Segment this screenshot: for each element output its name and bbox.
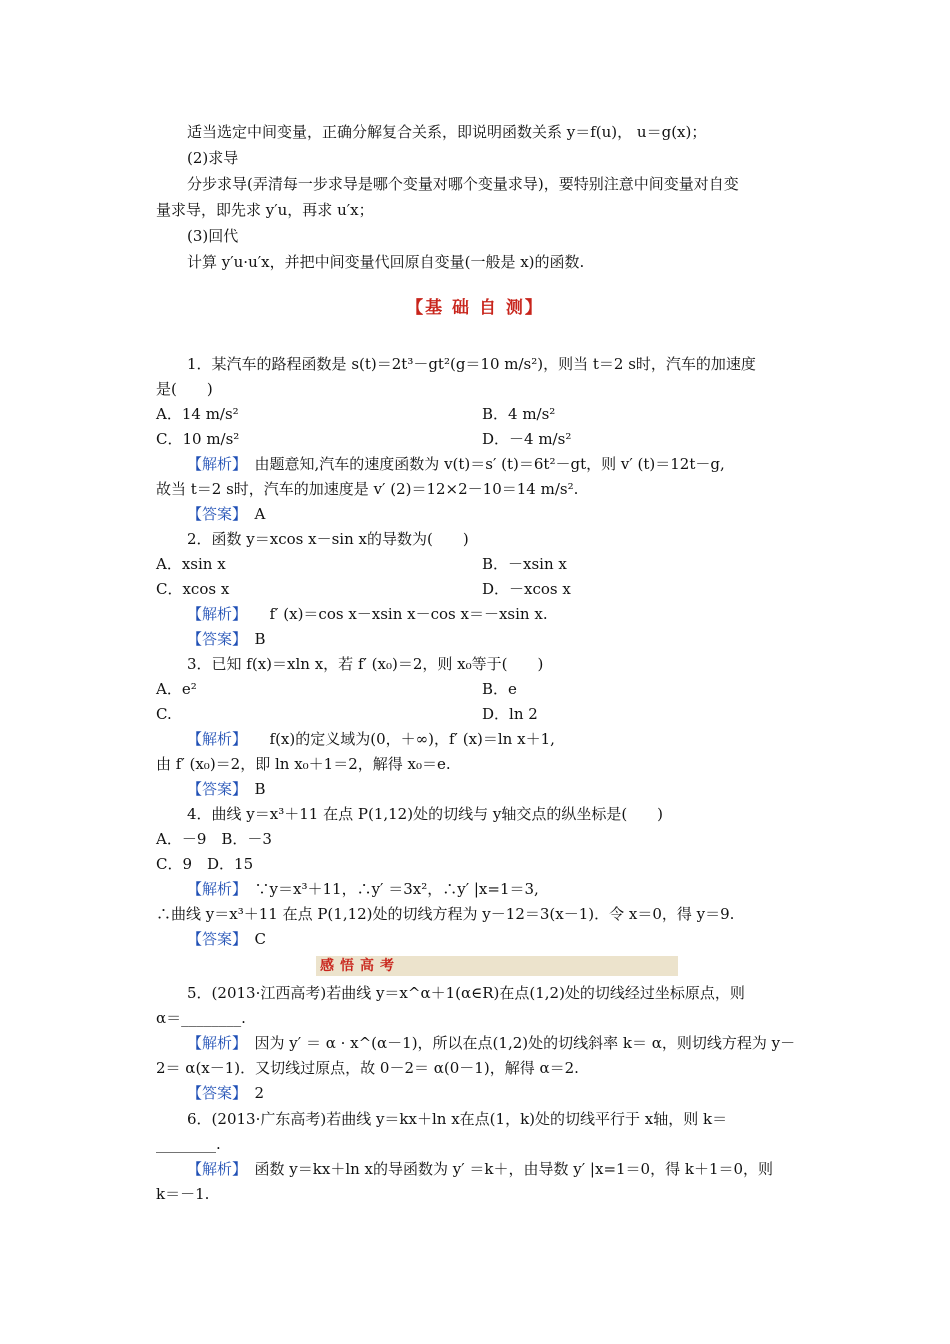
analysis-text: 由题意知,汽车的速度函数为 v(t)＝s′ (t)＝6t²－gt，则 v′ (t)＝12t－g, bbox=[254, 455, 725, 473]
question-stem: 是( ) bbox=[156, 380, 213, 398]
answer-label: 【答案】 bbox=[187, 930, 240, 948]
option-c: C. bbox=[156, 705, 172, 723]
intro-line: 计算 y′u·u′x，并把中间变量代回原自变量(一般是 x)的函数. bbox=[187, 253, 585, 271]
intro-line: (2)求导 bbox=[187, 149, 239, 167]
answer-label: 【答案】 bbox=[187, 505, 240, 523]
analysis-line bbox=[187, 878, 539, 900]
analysis-label: 【解析】 bbox=[187, 1160, 240, 1178]
option-b: B．4 m/s² bbox=[482, 405, 556, 423]
intro-line: 适当选定中间变量，正确分解复合关系，即说明函数关系 y＝f(u)， u＝g(x)； bbox=[187, 123, 707, 141]
option-b: B．－xsin x bbox=[482, 555, 567, 573]
option-d: D．－xcos x bbox=[482, 580, 571, 598]
question-stem: ________. bbox=[156, 1135, 221, 1153]
analysis-label: 【解析】 bbox=[187, 605, 240, 623]
option-d: D．ln 2 bbox=[482, 705, 538, 723]
intro-line: 量求导，即先求 y′u，再求 u′x； bbox=[156, 201, 374, 219]
option-c: C．10 m/s² bbox=[156, 430, 240, 448]
option-b: B．e bbox=[482, 680, 517, 698]
options-ab: A．－9 B．－3 bbox=[156, 830, 272, 848]
answer-line bbox=[187, 1082, 264, 1104]
analysis-line: k＝－1. bbox=[156, 1185, 210, 1203]
analysis-label: 【解析】 bbox=[187, 880, 240, 898]
option-a: A．e² bbox=[156, 680, 197, 698]
analysis-line bbox=[187, 1158, 773, 1180]
answer-label: 【答案】 bbox=[187, 780, 240, 798]
question-stem: 5．(2013·江西高考)若曲线 y＝x^α＋1(α∈R)在点(1,2)处的切线经过坐标原点，则 bbox=[187, 984, 745, 1002]
option-d: D．－4 m/s² bbox=[482, 430, 572, 448]
analysis-line bbox=[187, 1032, 795, 1054]
answer-text: A bbox=[254, 505, 266, 523]
analysis-line bbox=[187, 453, 725, 475]
analysis-line: 由 f′ (x₀)＝2，即 ln x₀＋1＝2，解得 x₀＝e. bbox=[156, 755, 451, 773]
analysis-line: ∴曲线 y＝x³＋11 在点 P(1,12)处的切线方程为 y－12＝3(x－1)．令 x＝0，得 y＝9. bbox=[156, 905, 735, 923]
question-stem: 1．某汽车的路程函数是 s(t)＝2t³－gt²(g＝10 m/s²)，则当 t＝2 s时，汽车的加速度 bbox=[187, 355, 756, 373]
answer-line bbox=[187, 628, 266, 650]
answer-text: 2 bbox=[254, 1084, 265, 1102]
analysis-text: f′ (x)＝cos x－xsin x－cos x＝－xsin x. bbox=[269, 605, 548, 623]
answer-line bbox=[187, 928, 266, 950]
question-stem: 3．已知 f(x)＝xln x，若 f′ (x₀)＝2，则 x₀等于( ) bbox=[187, 655, 544, 673]
analysis-label: 【解析】 bbox=[187, 1034, 240, 1052]
question-stem: 2．函数 y＝xcos x－sin x的导数为( ) bbox=[187, 530, 469, 548]
answer-line bbox=[187, 778, 266, 800]
analysis-line: 2＝ α(x－1)．又切线过原点，故 0－2＝ α(0－1)，解得 α＝2. bbox=[156, 1059, 579, 1077]
question-stem: α＝________. bbox=[156, 1009, 246, 1027]
answer-text: B bbox=[254, 780, 266, 798]
analysis-text: f(x)的定义域为(0，＋∞)，f′ (x)＝ln x＋1, bbox=[269, 730, 555, 748]
analysis-text: 函数 y＝kx＋ln x的导函数为 y′ ＝k＋，由导数 y′ |x=1＝0，得 k＋1＝0，则 bbox=[254, 1160, 774, 1178]
analysis-label: 【解析】 bbox=[187, 730, 240, 748]
answer-text: C bbox=[254, 930, 267, 948]
section-banner: 感悟高考 bbox=[316, 956, 678, 976]
analysis-line: 故当 t＝2 s时，汽车的加速度是 v′ (2)＝12×2－10＝14 m/s². bbox=[156, 480, 579, 498]
answer-label: 【答案】 bbox=[187, 630, 240, 648]
answer-label: 【答案】 bbox=[187, 1084, 240, 1102]
question-stem: 4．曲线 y＝x³＋11 在点 P(1,12)处的切线与 y轴交点的纵坐标是( ) bbox=[187, 805, 664, 823]
question-stem: 6．(2013·广东高考)若曲线 y＝kx＋ln x在点(1，k)处的切线平行于 x轴，则 k＝ bbox=[187, 1110, 728, 1128]
section-title: 【基 础 自 测】 bbox=[406, 298, 544, 318]
analysis-text: ∵y＝x³＋11，∴y′ ＝3x²，∴y′ |x=1＝3, bbox=[254, 880, 539, 898]
answer-line bbox=[187, 503, 265, 525]
analysis-line bbox=[187, 603, 548, 625]
answer-text: B bbox=[254, 630, 266, 648]
analysis-label: 【解析】 bbox=[187, 455, 240, 473]
intro-line: 分步求导(弄清每一步求导是哪个变量对哪个变量求导)，要特别注意中间变量对自变 bbox=[187, 175, 739, 193]
options-cd: C．9 D．15 bbox=[156, 855, 254, 873]
intro-line: (3)回代 bbox=[187, 227, 239, 245]
analysis-line bbox=[187, 728, 555, 750]
analysis-text: 因为 y′ ＝ α · x^(α－1)，所以在点(1,2)处的切线斜率 k＝ α，则切线方程为 y－ bbox=[254, 1034, 796, 1052]
option-a: A．14 m/s² bbox=[156, 405, 239, 423]
option-c: C．xcos x bbox=[156, 580, 230, 598]
option-a: A．xsin x bbox=[156, 555, 226, 573]
